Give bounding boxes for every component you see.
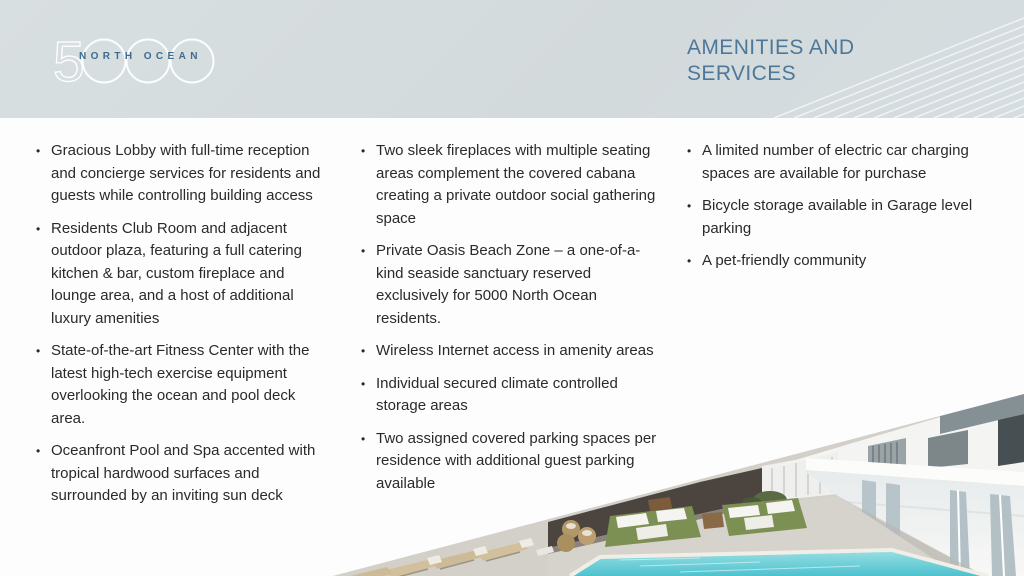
page-title-line1: AMENITIES AND [687, 36, 855, 59]
page-title-line2: SERVICES [687, 62, 797, 85]
list-item-text: Individual secured climate controlled storage areas [376, 374, 618, 414]
list-item-text: Bicycle storage available in Garage level parking [702, 197, 973, 237]
bullet-icon: • [361, 144, 366, 158]
bullet-icon: • [687, 144, 692, 158]
bullet-icon: • [361, 376, 366, 391]
list-item-text: Oceanfront Pool and Spa accented with tropical hardwood surfaces and surrounded by an inviting sun deck [51, 442, 316, 504]
bullet-icon: • [36, 444, 41, 458]
list-item-text: Gracious Lobby with full-time reception and concierge services for residents and guests while controlling building access [51, 142, 321, 204]
list-item-text: Two assigned covered parking spaces per residence with additional guest parking available [376, 429, 657, 492]
logo-brand-text: NORTH OCEAN [79, 51, 202, 62]
bullet-icon: • [361, 431, 366, 446]
list-item-text: Private Oasis Beach Zone – a one-of-a-kind seaside sanctuary reserved exclusively for 5000 North Ocean residents. [376, 242, 641, 327]
bullet-icon: • [687, 254, 692, 268]
bullet-icon: • [361, 244, 366, 258]
list-item-text: Wireless Internet access in amenity areas [376, 342, 654, 359]
bullet-icon: • [36, 344, 41, 358]
list-item-text: A limited number of electric car charging spaces are available for purchase [702, 142, 969, 182]
list-item-text: Residents Club Room and adjacent outdoor plaza, featuring a full catering kitchen & bar, custom fireplace and lounge area, and a host of additional luxury amenities [51, 219, 302, 327]
bullet-icon: • [36, 144, 41, 158]
bullet-icon: • [687, 199, 692, 213]
logo-numeral: 5 [53, 30, 85, 92]
list-item-text: A pet-friendly community [702, 252, 867, 269]
bullet-icon: • [36, 221, 41, 236]
bullet-icon: • [361, 344, 366, 358]
list-item-text: Two sleek fireplaces with multiple seating areas complement the covered cabana creating a private outdoor social gathering space [376, 142, 656, 227]
list-item-text: State-of-the-art Fitness Center with the latest high-tech exercise equipment overlooking the ocean and pool deck area. [51, 342, 310, 427]
